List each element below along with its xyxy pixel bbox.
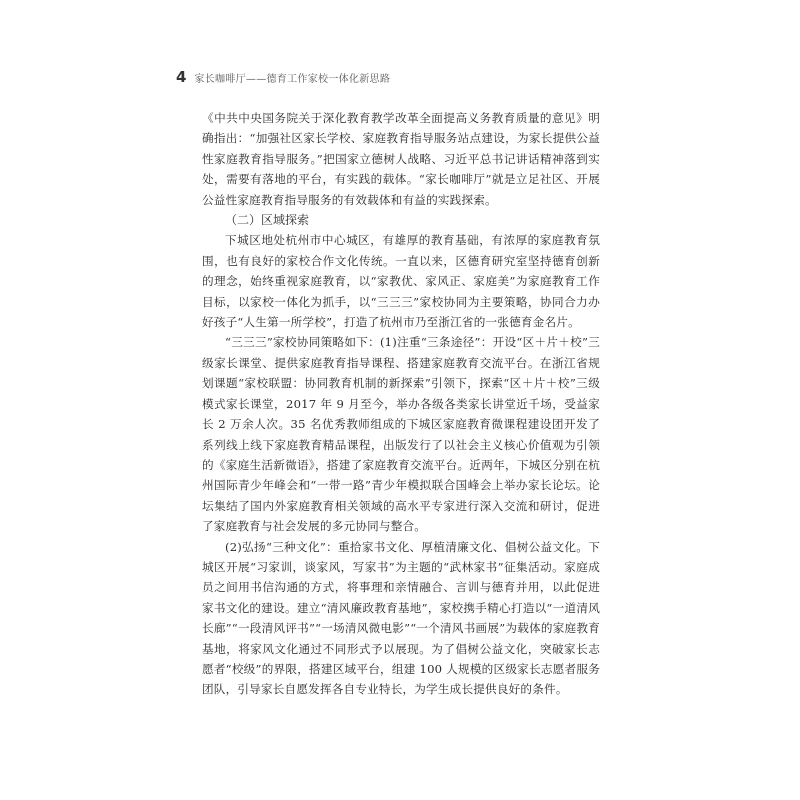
running-title: 家长咖啡厅——德育工作家校一体化新思路 [194, 74, 391, 85]
running-header [176, 68, 390, 86]
body-text [202, 108, 600, 700]
section-heading: （二）区域探索 [225, 213, 310, 228]
page-number: 4 [176, 68, 187, 86]
paragraph-district-overview: 下城区地处杭州市中心城区，有雄厚的教育基础，有浓厚的家庭教育氛围，也有良好的家校合作文化传统。一直以来，区德育研究室坚持德育创新的理念，始终重视家庭教育，以“家教优、家风正、家庭美”为家庭教育工作目标，以家校一体化为抓手，以“三三三”家校协同为主要策略，协同合力办好孩子“人生第一所学校”，打造了杭州市乃至浙江省的一张德育金名片。 [202, 233, 600, 330]
paragraph-policy: 《中共中央国务院关于深化教育教学改革全面提高义务教育质量的意见》明确指出：“加强社区家长学校、家庭教育指导服务站点建设，为家长提供公益性家庭教育指导服务。”把国家立德树人战略、习近平总书记讲话精神落到实处，需要有落地的平台，有实践的载体。“家长咖啡厅”就是立足社区、开展公益性家庭教育指导服务的有效载体和有益的实践探索。 [202, 111, 600, 207]
paragraph-three-paths: “三三三”家校协同策略如下：(1)注重“三条途径”：开设“区＋片＋校”三级家长课堂、提供家庭教育指导课程、搭建家庭教育交流平台。在浙江省规划课题“家校联盟：协同教育机制的新探索”引领下，探索“区＋片＋校”三级模式家长课堂，2017 年 9 月至今，举办各级各类家长讲堂近千场，受益家长 2 万余人次。35 名优秀教师组成的下城区家庭教育微课程建设团开发了系列线上线下家庭教育精品课程，出版发行了以社会主义核心价值观为引领的《家庭生活新微语》，搭建了家庭教育交流平台。近两年，下城区分别在杭州国际青少年峰会和“一带一路”青少年模拟联合国峰会上举办家长论坛。论坛集结了国内外家庭教育相关领域的高水平专家进行深入交流和研讨，促进了家庭教育与社会发展的多元协同与整合。 [202, 335, 600, 534]
paragraph-three-cultures: (2)弘扬“三种文化”：重拾家书文化、厚植清廉文化、倡树公益文化。下城区开展“习家训，谈家风，写家书”为主题的“武林家书”征集活动。家庭成员之间用书信沟通的方式，将事理和亲情融合、言训与德育并用，以此促进家书文化的建设。建立“清风廉政教育基地”，家校携手精心打造以“一道清风长廊”“一段清风评书”“一场清风微电影”“一个清风书画展”为载体的家庭教育基地，将家风文化通过不同形式予以展现。为了倡树公益文化，突破家长志愿者“校级”的界限，搭建区域平台，组建 100 人规模的区级家长志愿者服务团队，引导家长自愿发挥各自专业特长，为学生成长提供良好的条件。 [202, 539, 600, 697]
